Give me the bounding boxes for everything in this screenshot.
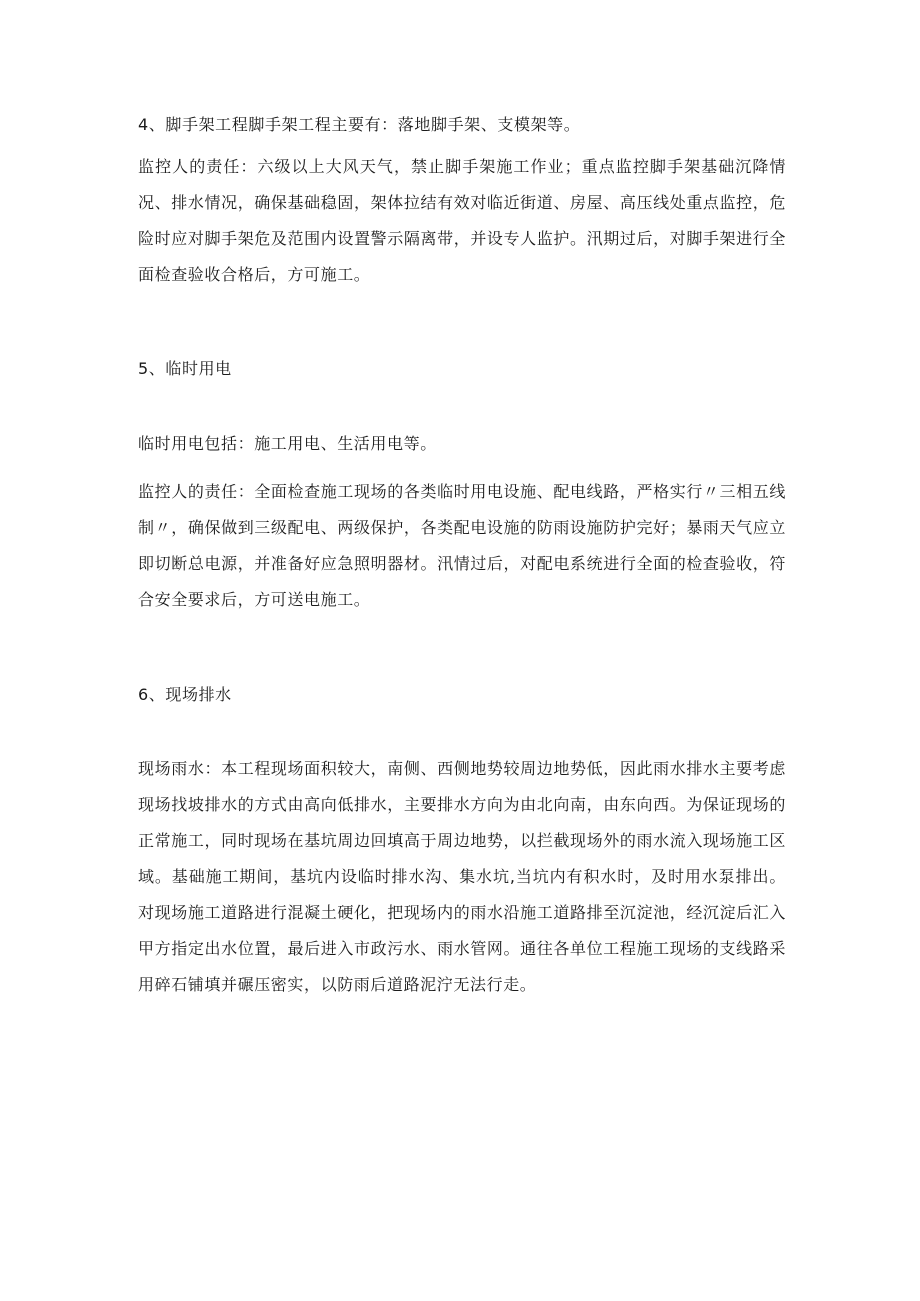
section-6-heading: 6、现场排水 bbox=[138, 685, 232, 704]
section-6-body-paragraph: 现场雨水：本工程现场面积较大，南侧、西侧地势较周边地势低，因此雨水排水主要考虑现场找坡排水的方式由高向低排水，主要排水方向为由北向南，由东向西。为保证现场的正常施工，同时现场在基坑周边回填高于周边地势，以拦截现场外的雨水流入现场施工区域。基础施工期间，基坑内设临时排水沟、集水坑,当坑内有积水时，及时用水泵排出。对现场施工道路进行混凝土硬化，把现场内的雨水沿施工道路排至沉淀池，经沉淀后汇入甲方指定出水位置，最后进入市政污水、雨水管网。通往各单位工程施工现场的支线路采用碎石铺填并碾压密实，以防雨后道路泥泞无法行走。 bbox=[138, 759, 786, 994]
section-5-responsibility-paragraph: 监控人的责任：全面检查施工现场的各类临时用电设施、配电线路，严格实行〃三相五线制〃，确保做到三级配电、两级保护，各类配电设施的防雨设施防护完好；暴雨天气应立即切断总电源，并准备好应急照明器材。汛情过后，对配电系统进行全面的检查验收，符合安全要求后，方可送电施工。 bbox=[138, 482, 786, 609]
section-4-heading: 4、脚手架工程脚手架工程主要有：落地脚手架、支模架等。 bbox=[138, 115, 581, 134]
section-5-scope-paragraph: 临时用电包括：施工用电、生活用电等。 bbox=[138, 434, 437, 453]
section-5-heading: 5、临时用电 bbox=[138, 359, 232, 378]
section-4-responsibility-paragraph: 监控人的责任：六级以上大风天气，禁止脚手架施工作业；重点监控脚手架基础沉降情况、排水情况，确保基础稳固，架体拉结有效对临近街道、房屋、高压线处重点监控，危险时应对脚手架危及范围内设置警示隔离带，并设专人监护。汛期过后，对脚手架进行全面检查验收合格后，方可施工。 bbox=[138, 157, 786, 284]
